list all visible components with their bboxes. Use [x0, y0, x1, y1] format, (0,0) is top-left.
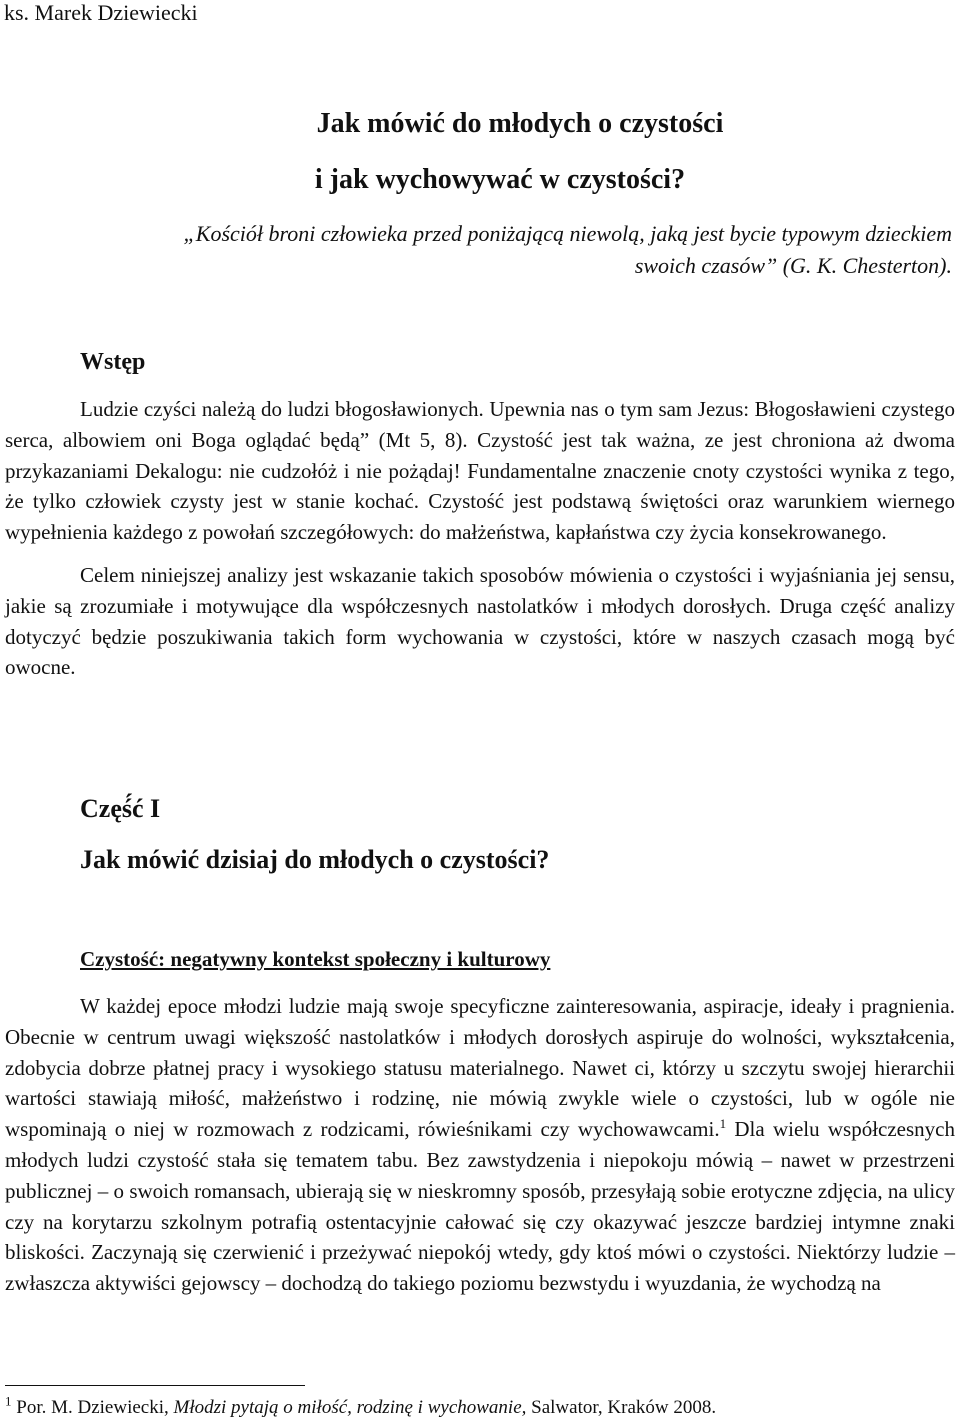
footnote-text-after: Salwator, Kraków 2008. [526, 1397, 717, 1418]
intro-paragraph-1: Ludzie czyści należą do ludzi błogosławionych. Upewnia nas o tym sam Jezus: Błogosławieni czystego serca, albowiem oni Boga oglądać będą” (Mt 5, 8). Czystość jest tak ważna, ze jest chroniona aż dwoma przykazaniami Dekalogu: nie cudzołóż i nie pożądaj! Fundamentalne znaczenie cnoty czystości wynika z tego, że tylko człowiek czysty jest w stanie kochać. Czystość jest podstawą świętości oraz warunkiem wiernego wypełnienia każdego z powołań szczegółowych: do małżeństwa, kapłaństwa czy życia konsekrowanego. [5, 397, 955, 545]
footnote-text-before: Por. M. Dziewiecki, [11, 1397, 174, 1418]
footnote-ref[interactable]: 1 [719, 1116, 727, 1132]
subsection-heading: Czystość: negatywny kontekst społeczny i kulturowy [80, 947, 551, 971]
author-name: ks. Marek Dziewiecki [4, 0, 198, 25]
motto-line-1: „Kościół broni człowieka przed poniżającą niewolą, jaką jest bycie typowym dzieckiem [183, 221, 952, 246]
intro-text [5, 394, 955, 683]
page-title-line-1: Jak mówić do młodych o czystości [316, 108, 724, 139]
footnote-number: 1 [5, 1393, 12, 1409]
motto-line-2: swoich czasów” (G. K. Chesterton). [634, 253, 952, 278]
footnote-separator [5, 1385, 305, 1386]
footnote [5, 1393, 717, 1420]
part1-text [5, 991, 955, 1299]
page-title-line-2: i jak wychowywać w czystości? [314, 164, 686, 195]
part-title: Jak mówić dzisiaj do młodych o czystości? [80, 845, 550, 874]
part1-paragraph-1 [5, 991, 955, 1299]
footnote-book-title: Młodzi pytają o miłość, rodzinę i wychowanie, [173, 1397, 527, 1418]
part1-text-after-ref: Dla wielu współczesnych młodych ludzi czystość stała się tematem tabu. Bez zawstydzenia i niepokoju mówią – nawet w przestrzeni publicznej – o swoich romansach, ubierają się w nieskromny sposób, przesyłają sobie erotyczne zdjęcia, na ulicy czy na korytarzu szkolnym potrafią ostentacyjnie całować się czy okazywać jeszcze bardziej intymne znaki bliskości. Zaczynają się czerwienić i przeżywać niepokój wtedy, gdy ktoś mówi o czystości. Niektórzy ludzie – zwłaszcza aktywiści gejowscy – dochodzą do takiego poziomu bezwstydu i wyuzdania, że wychodzą na [5, 1117, 955, 1296]
part1-text-before-ref: W każdej epoce młodzi ludzie mają swoje specyficzne zainteresowania, aspiracje, ideały i pragnienia. Obecnie w centrum uwagi większość nastolatków i młodych dorosłych aspiruje do wolności, wykształcenia, zdobycia dobrze płatnej pracy i wysokiego statusu materialnego. Nawet ci, którzy u szczytu swojej hierarchii wartości stawiają miłość, małżeństwo i rodzinę, nie mówią zwykle wiele o czystości, lub w ogóle nie wspominają o niej w rozmowach z rodzicami, rówieśnikami czy wychowawcami. [5, 994, 955, 1142]
intro-paragraph-2: Celem niniejszej analizy jest wskazanie takich sposobów mówienia o czystości i wyjaśniania jej sensu, jakie są zrozumiałe i motywujące dla współczesnych nastolatków i młodych dorosłych. Druga część analizy dotyczyć będzie poszukiwania takich form wychowania w czystości, które w naszych czasach mogą być owocne. [5, 562, 955, 680]
section-heading-intro: Wstęp [80, 349, 146, 375]
part-label: Częś́ć I [80, 794, 161, 823]
